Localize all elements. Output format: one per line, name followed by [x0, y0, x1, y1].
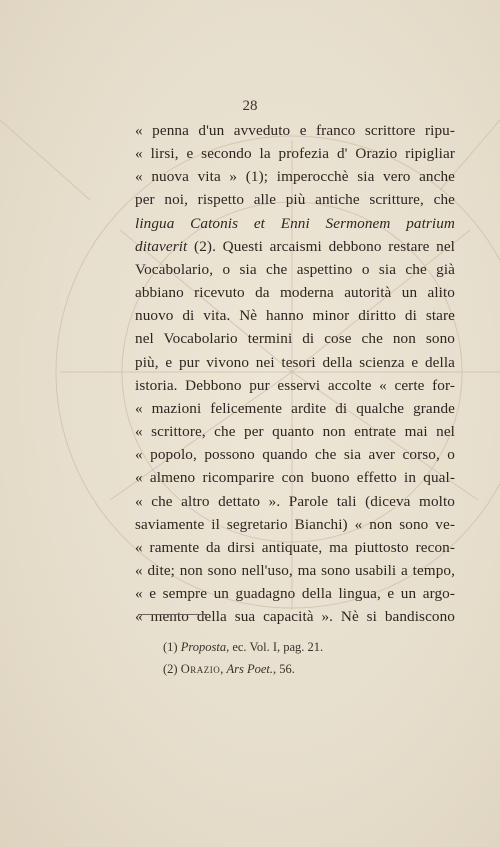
- footnote: [163, 636, 323, 658]
- text-line: [135, 258, 455, 281]
- text-segment: saviamente il segretario Bianchi) « non sono ve-: [135, 515, 455, 533]
- footnote-number: (1): [163, 640, 181, 654]
- footnote-work: Ars Poet.: [226, 662, 274, 676]
- footnotes: [163, 636, 323, 680]
- footnote-detail: , ec. Vol. I, pag. 21.: [226, 640, 324, 654]
- footnote-reference: Proposta: [180, 640, 227, 654]
- text-line: [135, 443, 455, 466]
- text-line: [135, 142, 455, 165]
- text-segment: « e sempre un guadagno della lingua, e un argo-: [135, 585, 455, 603]
- text-line: [135, 351, 455, 374]
- text-segment: abbiano ricevuto da moderna autorità un alito: [135, 284, 455, 302]
- text-segment: Vocabolario, o sia che aspettino o sia che già: [135, 260, 455, 278]
- text-line: [135, 420, 455, 443]
- page-number: 28: [242, 98, 258, 114]
- text-line: [135, 466, 455, 489]
- text-segment: nel Vocabolario termini di cose che non sono: [135, 330, 455, 348]
- text-segment: (2). Questi arcaismi debbono restare nel: [187, 237, 455, 255]
- text-segment: « mento della sua capacità ». Nè si bandiscono: [135, 608, 455, 626]
- footnote-detail: , 56.: [273, 662, 295, 676]
- footnote-reference: Orazio: [180, 662, 221, 676]
- text-segment: « che altro dettato ». Parole tali (diceva molto: [135, 492, 455, 510]
- text-line: [135, 582, 455, 605]
- text-segment: « popolo, possono quando che sia aver corso, o: [135, 446, 455, 464]
- text-segment: « almeno ricomparire con buono effetto in qual-: [135, 469, 455, 487]
- text-segment: « ramente da dirsi antiquate, ma piuttosto recon-: [135, 538, 455, 556]
- text-line: [135, 119, 455, 142]
- text-line: [135, 281, 455, 304]
- text-line: [135, 536, 455, 559]
- text-segment: « nuova vita » (1); imperocchè sia vero anche: [135, 168, 455, 186]
- text-segment: più, e pur vivono nei tesori della scienza e della: [135, 353, 455, 371]
- text-segment: « dite; non sono nell'uso, ma sono usabili a tempo,: [135, 561, 455, 579]
- text-line: [135, 397, 455, 420]
- text-segment: « lirsi, e secondo la profezia d' Orazio ripigliar: [135, 145, 455, 163]
- text-segment: ditaverit: [135, 237, 188, 255]
- text-line: [135, 235, 455, 258]
- footnote: (2) Orazio, Ars Poet., 56.: [163, 662, 295, 676]
- text-line: [135, 327, 455, 350]
- text-line: [135, 212, 455, 235]
- footnote-rule: [138, 614, 210, 615]
- text-segment: « penna d'un avveduto e franco scrittore ripu-: [135, 122, 455, 139]
- text-line: [135, 304, 455, 327]
- text-line: [135, 165, 455, 188]
- text-segment: per noi, rispetto alle più antiche scritture, che: [135, 191, 455, 209]
- text-segment: « scrittore, che per quanto non entrate mai nel: [135, 423, 455, 441]
- footnote-number: (2): [163, 662, 181, 676]
- body-text: [135, 119, 455, 628]
- text-segment: nuovo di vita. Nè hanno minor diritto di stare: [135, 307, 455, 325]
- text-segment: istoria. Debbono pur esservi accolte « certe for-: [135, 376, 455, 394]
- text-line: [135, 605, 455, 628]
- text-segment: « mazioni felicemente ardite di qualche grande: [135, 399, 455, 417]
- text-line: [135, 513, 455, 536]
- text-line: [135, 188, 455, 211]
- text-line: [135, 559, 455, 582]
- text-segment: lingua Catonis et Enni Sermonem patrium: [135, 214, 455, 232]
- text-line: [135, 490, 455, 513]
- text-line: [135, 374, 455, 397]
